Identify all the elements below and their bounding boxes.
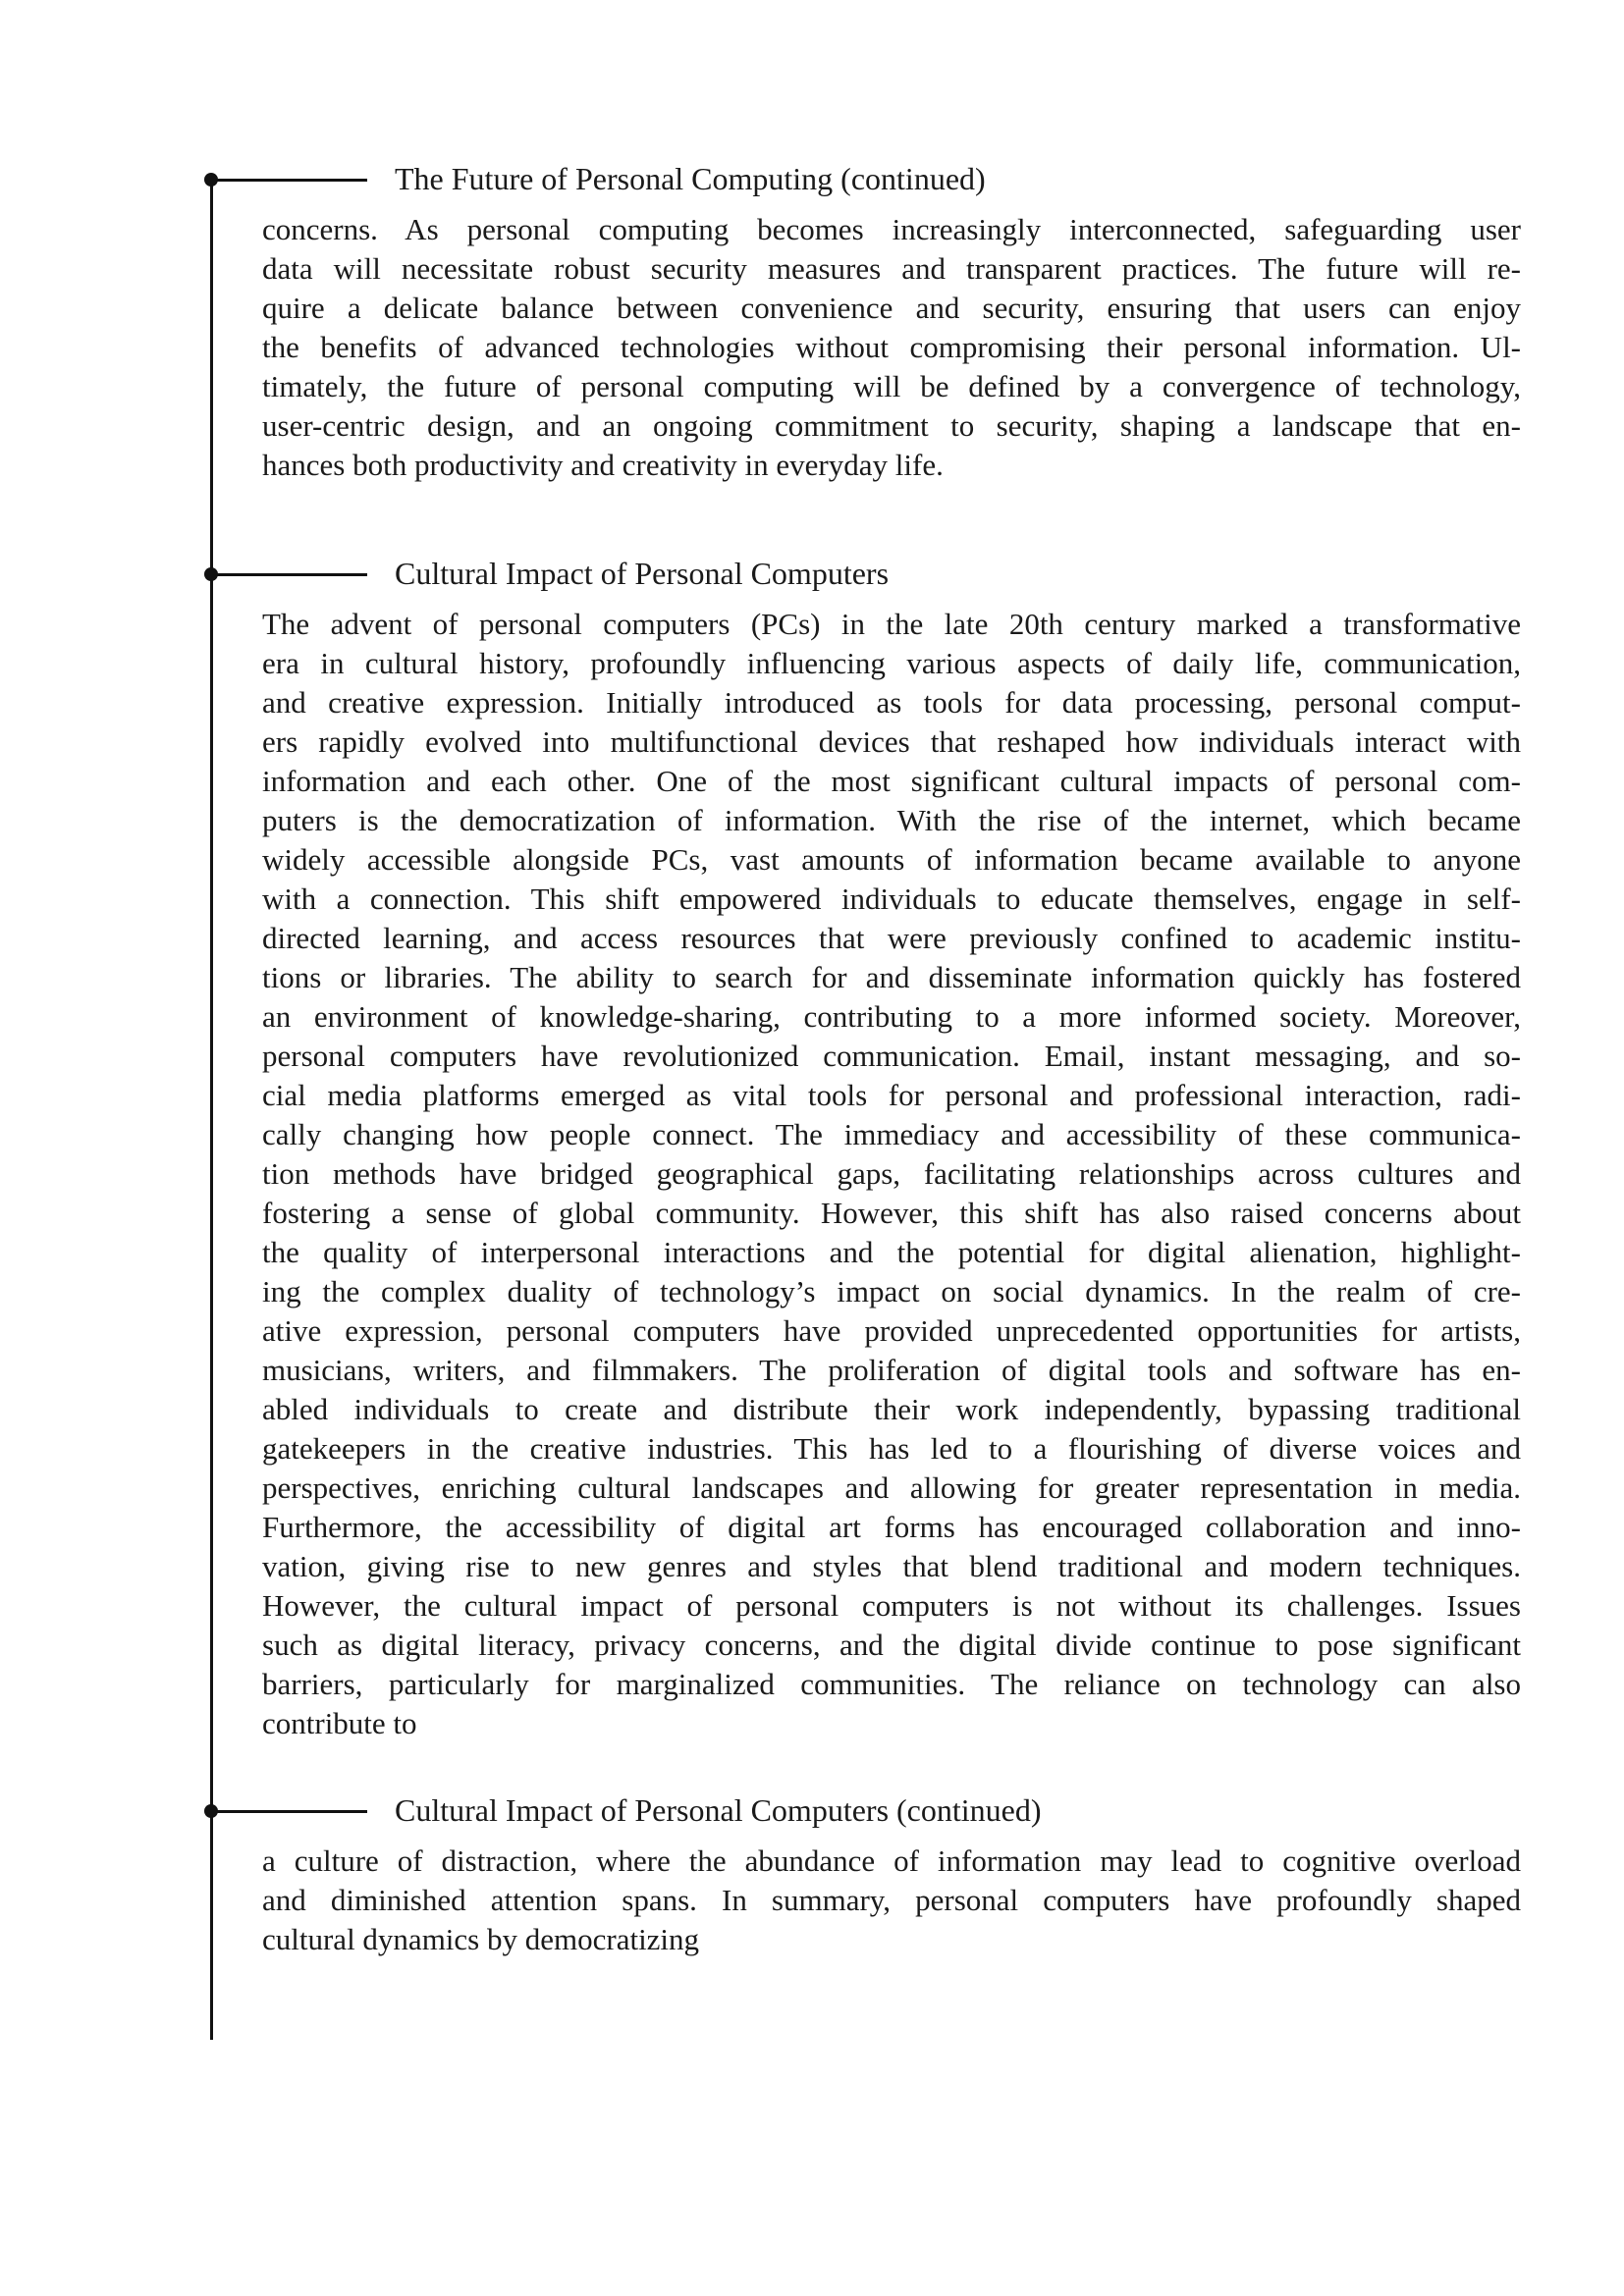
text-line: personal computers have revolutionized communication. Email, instant messaging, and so- (262, 1039, 1521, 1073)
timeline-connector (212, 573, 367, 576)
text-line: fostering a sense of global community. However, this shift has also raised concerns about (262, 1196, 1521, 1230)
text-line: The advent of personal computers (PCs) in the late 20th century marked a transformative (262, 607, 1521, 641)
text-line: the benefits of advanced technologies without compromising their personal information. Ul- (262, 330, 1521, 364)
text-line: cally changing how people connect. The immediacy and accessibility of these communica- (262, 1117, 1521, 1151)
text-line: information and each other. One of the most significant cultural impacts of personal com- (262, 764, 1521, 798)
section-heading: Cultural Impact of Personal Computers (395, 556, 890, 591)
text-line: tion methods have bridged geographical gaps, facilitating relationships across cultures and (262, 1156, 1521, 1191)
timeline-connector (212, 179, 367, 182)
text-line: musicians, writers, and filmmakers. The proliferation of digital tools and software has en- (262, 1353, 1521, 1387)
text-line: vation, giving rise to new genres and styles that blend traditional and modern techniques. (262, 1549, 1521, 1583)
text-line: quire a delicate balance between convenience and security, ensuring that users can enjoy (262, 291, 1521, 325)
text-line: gatekeepers in the creative industries. This has led to a flourishing of diverse voices and (262, 1431, 1521, 1466)
timeline-connector (212, 1810, 367, 1813)
timeline-line (210, 180, 213, 2040)
section-heading: The Future of Personal Computing (continued) (395, 161, 986, 196)
text-line: a culture of distraction, where the abundance of information may lead to cognitive overload (262, 1843, 1521, 1878)
text-line: ative expression, personal computers have provided unprecedented opportunities for artists, (262, 1313, 1521, 1348)
section-body (262, 210, 1521, 485)
text-line: hances both productivity and creativity in everyday life. (262, 448, 944, 482)
text-line: the quality of interpersonal interactions and the potential for digital alienation, highlight- (262, 1235, 1521, 1269)
text-line: timately, the future of personal computing will be defined by a convergence of technology, (262, 369, 1521, 403)
text-line: and creative expression. Initially introduced as tools for data processing, personal comput- (262, 685, 1521, 720)
text-line: and diminished attention spans. In summary, personal computers have profoundly shaped (262, 1883, 1521, 1917)
text-line: abled individuals to create and distribute their work independently, bypassing traditional (262, 1392, 1521, 1426)
text-line: ers rapidly evolved into multifunctional devices that reshaped how individuals interact with (262, 724, 1521, 759)
text-line: puters is the democratization of information. With the rise of the internet, which became (262, 803, 1521, 837)
text-line: concerns. As personal computing becomes increasingly interconnected, safeguarding user (262, 212, 1521, 246)
section-heading: Cultural Impact of Personal Computers (continued) (395, 1792, 1042, 1828)
text-line: user-centric design, and an ongoing commitment to security, shaping a landscape that en- (262, 408, 1521, 443)
text-line: with a connection. This shift empowered individuals to educate themselves, engage in self- (262, 881, 1521, 916)
text-line: perspectives, enriching cultural landscapes and allowing for greater representation in media. (262, 1470, 1521, 1505)
section-body (262, 605, 1521, 1743)
text-line: cultural dynamics by democratizing (262, 1922, 700, 1956)
text-line: widely accessible alongside PCs, vast amounts of information became available to anyone (262, 842, 1521, 877)
text-line: tions or libraries. The ability to search for and disseminate information quickly has fostered (262, 960, 1521, 994)
text-line: contribute to (262, 1706, 417, 1740)
text-line: However, the cultural impact of personal computers is not without its challenges. Issues (262, 1588, 1521, 1623)
text-line: directed learning, and access resources that were previously confined to academic institu- (262, 921, 1521, 955)
text-line: cial media platforms emerged as vital tools for personal and professional interaction, radi- (262, 1078, 1521, 1112)
section-body (262, 1842, 1521, 1959)
text-line: ing the complex duality of technology’s impact on social dynamics. In the realm of cre- (262, 1274, 1521, 1308)
text-line: data will necessitate robust security measures and transparent practices. The future will re- (262, 251, 1521, 286)
text-line: an environment of knowledge-sharing, contributing to a more informed society. Moreover, (262, 999, 1521, 1034)
text-line: barriers, particularly for marginalized communities. The reliance on technology can also (262, 1667, 1521, 1701)
text-line: such as digital literacy, privacy concerns, and the digital divide continue to pose significant (262, 1628, 1521, 1662)
text-line: Furthermore, the accessibility of digital art forms has encouraged collaboration and inno- (262, 1510, 1521, 1544)
text-line: era in cultural history, profoundly influencing various aspects of daily life, communication, (262, 646, 1521, 680)
